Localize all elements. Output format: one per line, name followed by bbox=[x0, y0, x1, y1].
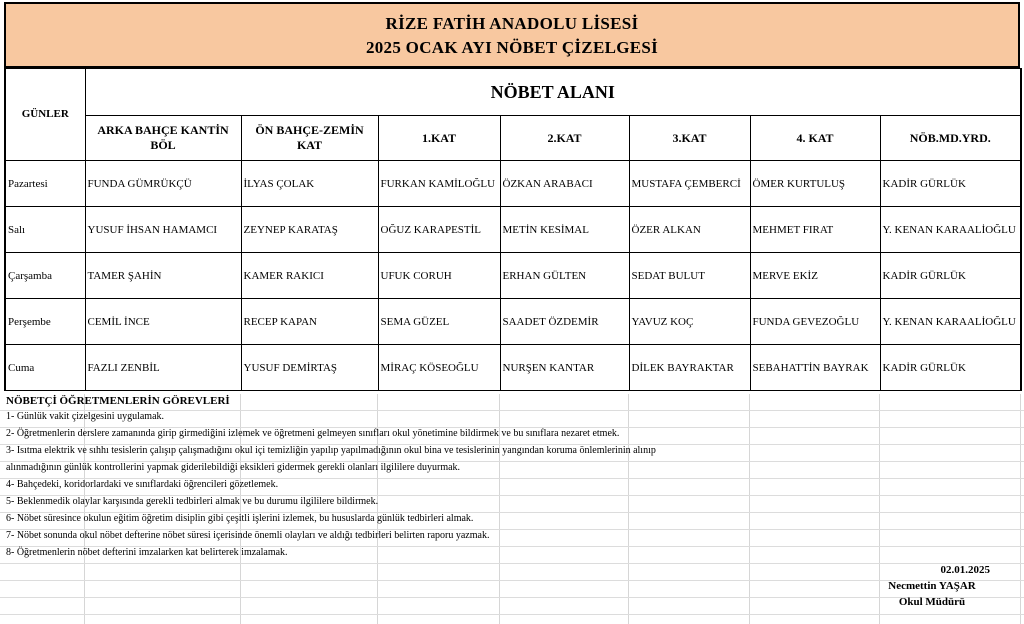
teacher-cell[interactable]: YUSUF DEMİRTAŞ bbox=[241, 345, 378, 391]
teacher-cell[interactable]: SEMA GÜZEL bbox=[378, 299, 500, 345]
duty-line[interactable]: 1- Günlük vakit çizelgesini uygulamak. bbox=[6, 411, 165, 422]
teacher-cell[interactable]: ERHAN GÜLTEN bbox=[500, 253, 629, 299]
column-header[interactable]: ARKA BAHÇE KANTİN BÖL bbox=[85, 116, 241, 161]
vice-principal-cell[interactable]: KADİR GÜRLÜK bbox=[880, 345, 1021, 391]
table-row bbox=[5, 345, 1021, 391]
teacher-cell[interactable]: ZEYNEP KARATAŞ bbox=[241, 207, 378, 253]
duty-line[interactable]: 7- Nöbet sonunda okul nöbet defterine nöbet süresi içerisinde önemli olayları ve aldığı tedbirleri belirten raporu yazmak. bbox=[6, 530, 490, 541]
teacher-cell[interactable]: SAADET ÖZDEMİR bbox=[500, 299, 629, 345]
day-cell[interactable]: Pazartesi bbox=[5, 161, 85, 207]
duty-line[interactable]: 8- Öğretmenlerin nöbet defterini imzalarken kat belirterek imzalamak. bbox=[6, 547, 288, 558]
teacher-cell[interactable]: YUSUF İHSAN HAMAMCI bbox=[85, 207, 241, 253]
day-cell[interactable]: Perşembe bbox=[5, 299, 85, 345]
days-header[interactable]: GÜNLER bbox=[5, 69, 85, 161]
vice-principal-cell[interactable]: Y. KENAN KARAALİOĞLU bbox=[880, 207, 1021, 253]
teacher-cell[interactable]: DİLEK BAYRAKTAR bbox=[629, 345, 750, 391]
principal-role[interactable]: Okul Müdürü bbox=[898, 596, 966, 608]
school-name: RİZE FATİH ANADOLU LİSESİ bbox=[385, 14, 639, 33]
principal-name[interactable]: Necmettin YAŞAR bbox=[888, 580, 976, 592]
column-header[interactable]: 1.KAT bbox=[378, 116, 500, 161]
duties-heading[interactable]: NÖBETÇİ ÖĞRETMENLERİN GÖREVLERİ bbox=[6, 395, 230, 407]
duty-line[interactable]: 3- Isıtma elektrik ve sıhhı tesislerin çalışıp çalışmadığını okul içi temizliğin yapılıp yapılmadığının okul bina ve tesislerinin yangından koruma önlemlerinin alınıp bbox=[6, 445, 656, 456]
teacher-cell[interactable]: SEDAT BULUT bbox=[629, 253, 750, 299]
teacher-cell[interactable]: ÖMER KURTULUŞ bbox=[750, 161, 880, 207]
title-block[interactable] bbox=[4, 2, 1020, 68]
column-header[interactable]: 3.KAT bbox=[629, 116, 750, 161]
area-header[interactable]: NÖBET ALANI bbox=[85, 69, 1021, 116]
teacher-cell[interactable]: ÖZER ALKAN bbox=[629, 207, 750, 253]
duty-line[interactable]: alınmadığının günlük kontrollerini yapmak giderilebildiği eksikleri gidermek gerekli olanları ilgililere duyurmak. bbox=[6, 462, 461, 473]
table-row bbox=[5, 253, 1021, 299]
duty-line[interactable]: 2- Öğretmenlerin derslere zamanında girip girmediğini izlemek ve öğretmeni gelmeyen sınıfları okul yönetimine bildirmek ve bu sınıflara nezaret etmek. bbox=[6, 428, 620, 439]
teacher-cell[interactable]: MİRAÇ KÖSEOĞLU bbox=[378, 345, 500, 391]
vice-principal-cell[interactable]: KADİR GÜRLÜK bbox=[880, 253, 1021, 299]
table-row bbox=[5, 207, 1021, 253]
teacher-cell[interactable]: SEBAHATTİN BAYRAK bbox=[750, 345, 880, 391]
teacher-cell[interactable]: İLYAS ÇOLAK bbox=[241, 161, 378, 207]
duties-section bbox=[6, 394, 1006, 561]
teacher-cell[interactable]: FAZLI ZENBİL bbox=[85, 345, 241, 391]
teacher-cell[interactable]: TAMER ŞAHİN bbox=[85, 253, 241, 299]
day-cell[interactable]: Çarşamba bbox=[5, 253, 85, 299]
vice-principal-cell[interactable]: KADİR GÜRLÜK bbox=[880, 161, 1021, 207]
teacher-cell[interactable]: KAMER RAKICI bbox=[241, 253, 378, 299]
teacher-cell[interactable]: YAVUZ KOÇ bbox=[629, 299, 750, 345]
day-cell[interactable]: Salı bbox=[5, 207, 85, 253]
grid-line bbox=[0, 614, 1024, 615]
vice-principal-cell[interactable]: Y. KENAN KARAALİOĞLU bbox=[880, 299, 1021, 345]
schedule-title: 2025 OCAK AYI NÖBET ÇİZELGESİ bbox=[365, 38, 659, 57]
duty-line[interactable]: 6- Nöbet süresince okulun eğitim öğretim disiplin gibi çeşitli işlerini izlemek, bu hususlarda günlük tedbirleri almak. bbox=[6, 513, 474, 524]
teacher-cell[interactable]: FUNDA GÜMRÜKÇÜ bbox=[85, 161, 241, 207]
signature-block bbox=[862, 562, 1002, 610]
teacher-cell[interactable]: METİN KESİMAL bbox=[500, 207, 629, 253]
table-row bbox=[5, 161, 1021, 207]
column-header[interactable]: NÖB.MD.YRD. bbox=[880, 116, 1021, 161]
day-cell[interactable]: Cuma bbox=[5, 345, 85, 391]
signature-date[interactable]: 02.01.2025 bbox=[940, 564, 990, 576]
teacher-cell[interactable]: FUNDA GEVEZOĞLU bbox=[750, 299, 880, 345]
teacher-cell[interactable]: MUSTAFA ÇEMBERCİ bbox=[629, 161, 750, 207]
duty-line[interactable]: 4- Bahçedeki, koridorlardaki ve sınıflardaki öğrencileri gözetlemek. bbox=[6, 479, 279, 490]
teacher-cell[interactable]: OĞUZ KARAPESTİL bbox=[378, 207, 500, 253]
teacher-cell[interactable]: UFUK CORUH bbox=[378, 253, 500, 299]
duty-line[interactable]: 5- Beklenmedik olaylar karşısında gerekli tedbirleri almak ve bu durumu ilgililere bildirmek. bbox=[6, 496, 379, 507]
teacher-cell[interactable]: ÖZKAN ARABACI bbox=[500, 161, 629, 207]
teacher-cell[interactable]: MEHMET FIRAT bbox=[750, 207, 880, 253]
table-row bbox=[5, 299, 1021, 345]
duty-table bbox=[4, 68, 1022, 391]
column-header[interactable]: 2.KAT bbox=[500, 116, 629, 161]
grid-line bbox=[1020, 394, 1021, 624]
teacher-cell[interactable]: FURKAN KAMİLOĞLU bbox=[378, 161, 500, 207]
teacher-cell[interactable]: MERVE EKİZ bbox=[750, 253, 880, 299]
teacher-cell[interactable]: RECEP KAPAN bbox=[241, 299, 378, 345]
teacher-cell[interactable]: CEMİL İNCE bbox=[85, 299, 241, 345]
column-header[interactable]: ÖN BAHÇE-ZEMİN KAT bbox=[241, 116, 378, 161]
teacher-cell[interactable]: NURŞEN KANTAR bbox=[500, 345, 629, 391]
column-header[interactable]: 4. KAT bbox=[750, 116, 880, 161]
